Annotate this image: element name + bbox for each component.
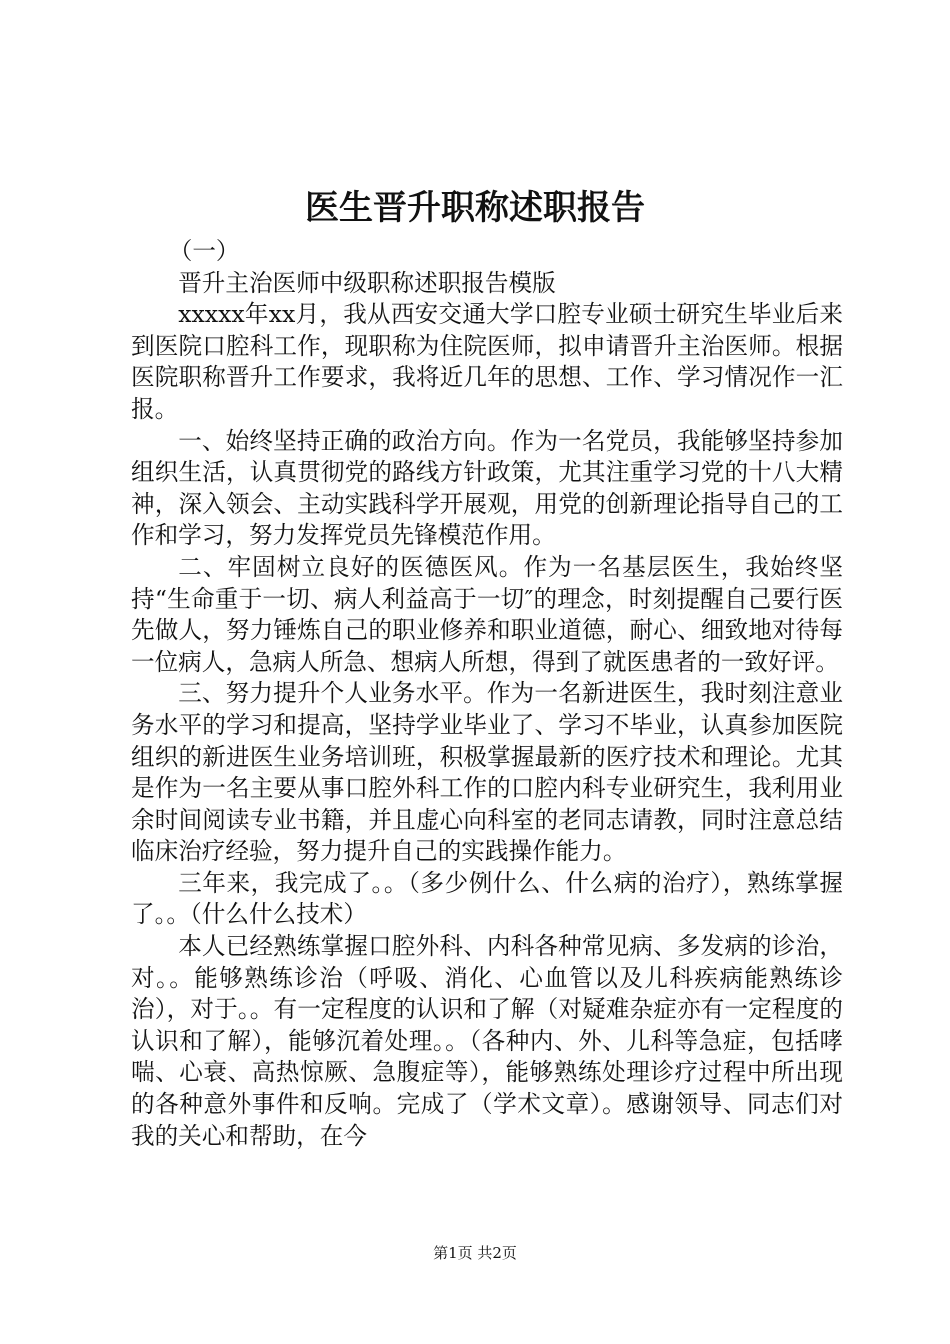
paragraph-political: 一、始终坚持正确的政治方向。作为一名党员，我能够坚持参加组织生活，认真贯彻党的路线方针政策，尤其注重学习党的十八大精神，深入领会、主动实践科学开展观，用党的创新理论指导自己的工作和学习，努力发挥党员先锋模范作用。 [131, 426, 843, 550]
paragraph-achievements: 三年来，我完成了。。（多少例什么、什么病的治疗），熟练掌握了。。（什么什么技术） [131, 868, 843, 929]
paragraph-skills: 三、努力提升个人业务水平。作为一名新进医生，我时刻注意业务水平的学习和提高，坚持学业毕业了、学习不毕业，认真参加医院组织的新进医生业务培训班，积极掌握最新的医疗技术和理论。尤其是作为一名主要从事口腔外科工作的口腔内科专业研究生，我利用业余时间阅读专业书籍，并且虚心向科室的老同志请教，同时注意总结临床治疗经验，努力提升自己的实践操作能力。 [131, 679, 843, 866]
section-marker: （一） [168, 237, 240, 265]
paragraph-intro: xxxxx年xx月，我从西安交通大学口腔专业硕士研究生毕业后来到医院口腔科工作，现职称为住院医师，拟申请晋升主治医师。根据医院职称晋升工作要求，我将近几年的思想、工作、学习情况作一汇报。 [131, 300, 843, 423]
document-title: 医生晋升职称述职报告 [305, 188, 645, 228]
page-footer: 第1页 共2页 [433, 1244, 517, 1262]
document-body [131, 236, 843, 1152]
paragraph-ethics: 二、牢固树立良好的医德医风。作为一名基层医生，我始终坚持“生命重于一切、病人利益高于一切″的理念，时刻提醒自己要行医先做人，努力锤炼自己的职业修养和职业道德，耐心、细致地对待每一位病人，急病人所急、想病人所想，得到了就医患者的一致好评。 [131, 552, 843, 676]
document-subtitle: 晋升主治医师中级职称述职报告模版 [178, 268, 556, 297]
paragraph-clinical: 本人已经熟练掌握口腔外科、内科各种常见病、多发病的诊治，对。。能够熟练诊治（呼吸、消化、心血管以及儿科疾病能熟练诊治），对于。。有一定程度的认识和了解（对疑难杂症亦有一定程度的认识和了解），能够沉着处理。。（各种内、外、儿科等急症，包括哮喘、心衰、高热惊厥、急腹症等），能够熟练处理诊疗过程中所出现的各种意外事件和反响。完成了（学术文章）。感谢领导、同志们对我的关心和帮助，在今 [131, 932, 843, 1150]
